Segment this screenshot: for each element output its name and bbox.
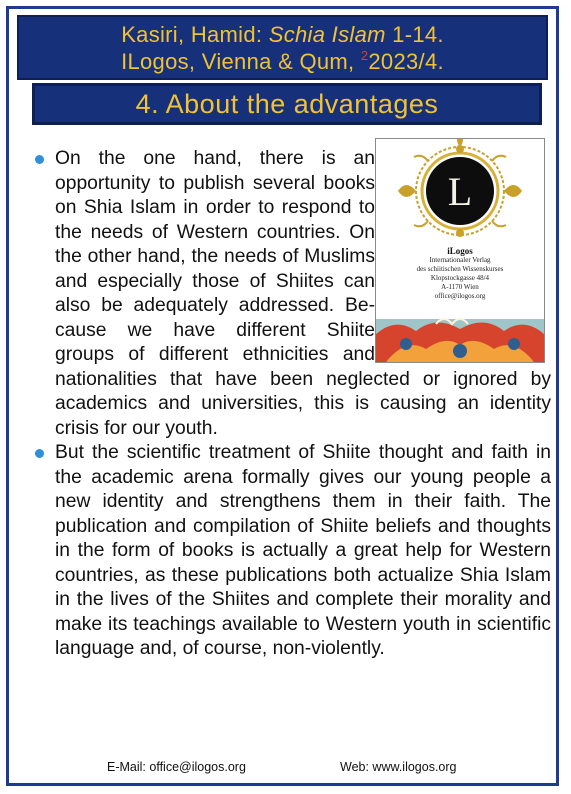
bullet-icon — [35, 155, 44, 164]
bullet-paragraph — [31, 147, 551, 441]
body-text — [31, 147, 551, 662]
footer-email: E-Mail: office@ilogos.org — [107, 760, 246, 774]
page-frame — [6, 6, 559, 786]
citation-line-2 — [19, 48, 546, 75]
author-text: Kasiri, Hamid: — [121, 22, 269, 47]
volume-range: 1-14. — [385, 22, 444, 47]
cover-logo-letter: L — [447, 169, 473, 214]
cover-float-space — [375, 147, 551, 365]
publisher-brand: iLogos — [447, 246, 473, 256]
imprint-line: Klopstockgasse 48/4 — [430, 274, 490, 282]
paragraph-text: On the one hand, there is an opportunity to publish several books on Shia Islam in order to respond to the needs of Western countries. On the other hand, the needs of Muslims and especially those of Shiites can also be adequately addressed. Because we have different Shiite groups of different ethnicities and nationalities that have been neglected or ignored by academics and universities, this is causing an identity crisis for our youth. — [55, 148, 551, 439]
publisher-text: ILogos, Vienna & Qum, — [121, 49, 361, 74]
imprint-line: des schiitischen Wissenskurses — [416, 265, 504, 273]
bullet-paragraph — [31, 441, 551, 662]
imprint-line: Internationaler Verlag — [429, 256, 491, 264]
citation-header — [17, 15, 548, 80]
footer-web: Web: www.ilogos.org — [340, 760, 457, 774]
edition-superscript: 2 — [360, 48, 369, 63]
section-title: 4. About the advantages — [32, 83, 542, 125]
year-text: 2023/4. — [368, 49, 444, 74]
page-footer — [9, 757, 556, 779]
paragraph-text: But the scientific treatment of Shiite thought and faith in the academic arena formally gives our young people a new identity and strengthens them in their faith. The publication and compilation of Shiite beliefs and thoughts in the form of books is actually a great help for Western countries, as these publications both actualize Shia Islam in the lives of the Shiites and complete their morality and make its teachings available to Western youth in scientific language and, of course, non-violently. — [55, 442, 551, 659]
imprint-line: A-1170 Wien — [441, 283, 479, 291]
imprint-line: office@ilogos.org — [434, 292, 486, 300]
bullet-icon — [35, 449, 44, 458]
citation-line-1 — [19, 21, 546, 48]
book-title: Schia Islam — [268, 22, 386, 47]
